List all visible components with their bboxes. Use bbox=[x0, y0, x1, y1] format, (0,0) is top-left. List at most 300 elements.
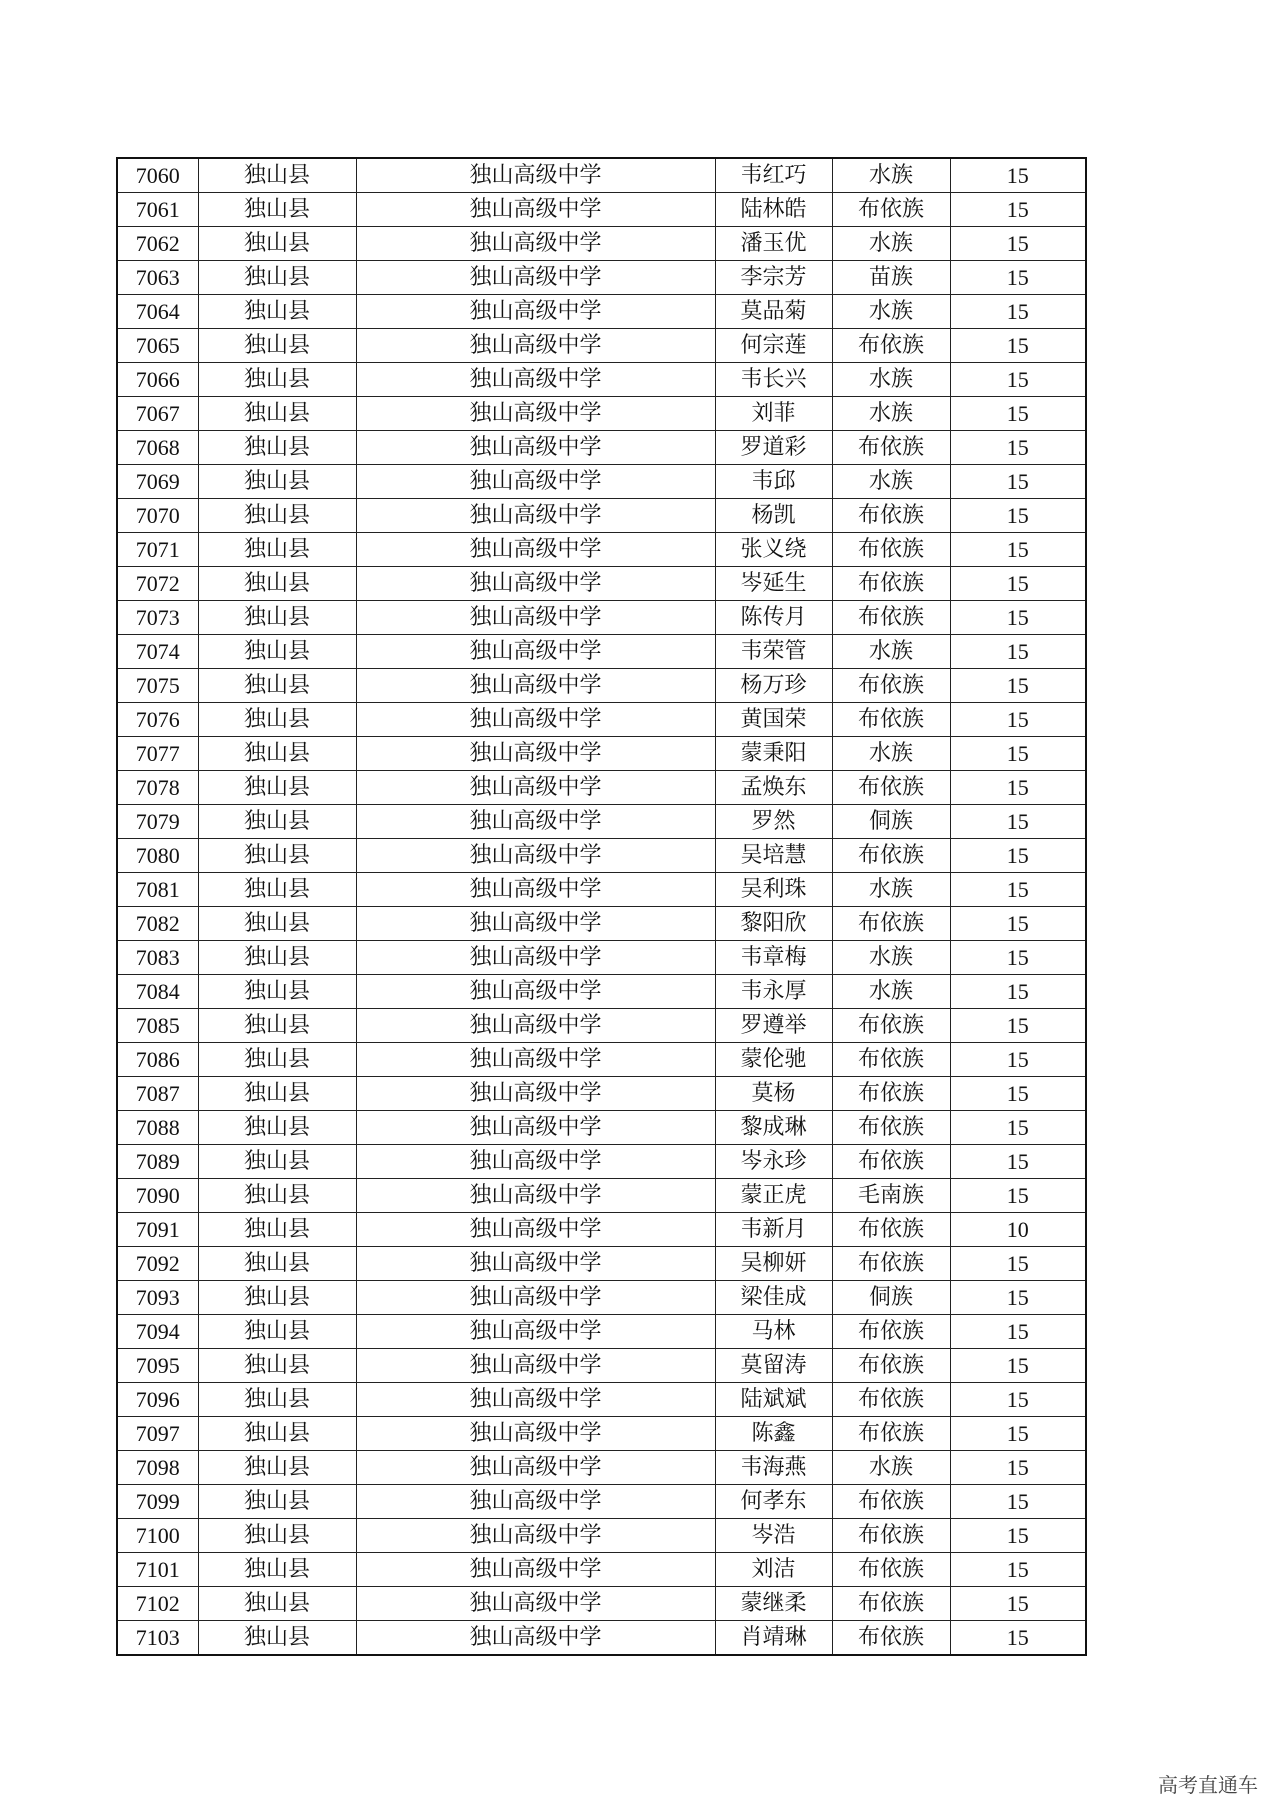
county-cell: 独山县 bbox=[198, 1009, 356, 1043]
school-cell: 独山高级中学 bbox=[356, 1587, 715, 1621]
name-cell: 罗然 bbox=[715, 805, 832, 839]
county-cell: 独山县 bbox=[198, 1179, 356, 1213]
county-cell: 独山县 bbox=[198, 533, 356, 567]
score-cell: 15 bbox=[950, 499, 1086, 533]
row-number-cell: 7073 bbox=[117, 601, 198, 635]
row-number-cell: 7077 bbox=[117, 737, 198, 771]
row-number-cell: 7094 bbox=[117, 1315, 198, 1349]
county-cell: 独山县 bbox=[198, 227, 356, 261]
ethnicity-cell: 水族 bbox=[832, 397, 950, 431]
score-cell: 15 bbox=[950, 1349, 1086, 1383]
ethnicity-cell: 布依族 bbox=[832, 1213, 950, 1247]
name-cell: 韦章梅 bbox=[715, 941, 832, 975]
name-cell: 岑延生 bbox=[715, 567, 832, 601]
school-cell: 独山高级中学 bbox=[356, 363, 715, 397]
row-number-cell: 7081 bbox=[117, 873, 198, 907]
name-cell: 陆斌斌 bbox=[715, 1383, 832, 1417]
table-row bbox=[117, 1247, 1086, 1281]
name-cell: 韦荣管 bbox=[715, 635, 832, 669]
ethnicity-cell: 水族 bbox=[832, 363, 950, 397]
ethnicity-cell: 水族 bbox=[832, 941, 950, 975]
ethnicity-cell: 水族 bbox=[832, 227, 950, 261]
table-row bbox=[117, 431, 1086, 465]
name-cell: 韦邱 bbox=[715, 465, 832, 499]
table-row bbox=[117, 737, 1086, 771]
row-number-cell: 7082 bbox=[117, 907, 198, 941]
row-number-cell: 7085 bbox=[117, 1009, 198, 1043]
row-number-cell: 7079 bbox=[117, 805, 198, 839]
name-cell: 罗道彩 bbox=[715, 431, 832, 465]
table-row bbox=[117, 975, 1086, 1009]
table-row bbox=[117, 1281, 1086, 1315]
row-number-cell: 7091 bbox=[117, 1213, 198, 1247]
row-number-cell: 7078 bbox=[117, 771, 198, 805]
ethnicity-cell: 布依族 bbox=[832, 1349, 950, 1383]
table-row bbox=[117, 1621, 1086, 1656]
score-cell: 15 bbox=[950, 873, 1086, 907]
ethnicity-cell: 布依族 bbox=[832, 1145, 950, 1179]
school-cell: 独山高级中学 bbox=[356, 1519, 715, 1553]
table-row bbox=[117, 1485, 1086, 1519]
score-cell: 15 bbox=[950, 193, 1086, 227]
table-row bbox=[117, 1043, 1086, 1077]
table-row bbox=[117, 227, 1086, 261]
table-row bbox=[117, 1179, 1086, 1213]
score-cell: 15 bbox=[950, 1281, 1086, 1315]
score-cell: 15 bbox=[950, 703, 1086, 737]
score-cell: 15 bbox=[950, 1315, 1086, 1349]
name-cell: 黄国荣 bbox=[715, 703, 832, 737]
ethnicity-cell: 苗族 bbox=[832, 261, 950, 295]
row-number-cell: 7066 bbox=[117, 363, 198, 397]
ethnicity-cell: 布依族 bbox=[832, 1417, 950, 1451]
county-cell: 独山县 bbox=[198, 1451, 356, 1485]
school-cell: 独山高级中学 bbox=[356, 771, 715, 805]
county-cell: 独山县 bbox=[198, 1417, 356, 1451]
school-cell: 独山高级中学 bbox=[356, 295, 715, 329]
table-row bbox=[117, 295, 1086, 329]
score-cell: 15 bbox=[950, 805, 1086, 839]
row-number-cell: 7102 bbox=[117, 1587, 198, 1621]
row-number-cell: 7093 bbox=[117, 1281, 198, 1315]
school-cell: 独山高级中学 bbox=[356, 1145, 715, 1179]
table-row bbox=[117, 329, 1086, 363]
row-number-cell: 7098 bbox=[117, 1451, 198, 1485]
name-cell: 蒙秉阳 bbox=[715, 737, 832, 771]
ethnicity-cell: 水族 bbox=[832, 635, 950, 669]
ethnicity-cell: 布依族 bbox=[832, 601, 950, 635]
row-number-cell: 7099 bbox=[117, 1485, 198, 1519]
name-cell: 张义绕 bbox=[715, 533, 832, 567]
table-row bbox=[117, 1349, 1086, 1383]
ethnicity-cell: 布依族 bbox=[832, 1553, 950, 1587]
table-row bbox=[117, 158, 1086, 193]
ethnicity-cell: 侗族 bbox=[832, 805, 950, 839]
name-cell: 陈鑫 bbox=[715, 1417, 832, 1451]
score-cell: 15 bbox=[950, 839, 1086, 873]
table-row bbox=[117, 1451, 1086, 1485]
county-cell: 独山县 bbox=[198, 1111, 356, 1145]
score-cell: 15 bbox=[950, 771, 1086, 805]
score-cell: 15 bbox=[950, 363, 1086, 397]
school-cell: 独山高级中学 bbox=[356, 1111, 715, 1145]
school-cell: 独山高级中学 bbox=[356, 1417, 715, 1451]
ethnicity-cell: 水族 bbox=[832, 1451, 950, 1485]
table-body bbox=[117, 158, 1086, 1655]
county-cell: 独山县 bbox=[198, 703, 356, 737]
row-number-cell: 7080 bbox=[117, 839, 198, 873]
name-cell: 韦海燕 bbox=[715, 1451, 832, 1485]
table-row bbox=[117, 1315, 1086, 1349]
score-cell: 15 bbox=[950, 1417, 1086, 1451]
table-row bbox=[117, 1145, 1086, 1179]
row-number-cell: 7095 bbox=[117, 1349, 198, 1383]
table-row bbox=[117, 805, 1086, 839]
county-cell: 独山县 bbox=[198, 1077, 356, 1111]
ethnicity-cell: 布依族 bbox=[832, 431, 950, 465]
school-cell: 独山高级中学 bbox=[356, 1383, 715, 1417]
county-cell: 独山县 bbox=[198, 1587, 356, 1621]
score-cell: 15 bbox=[950, 329, 1086, 363]
table-row bbox=[117, 261, 1086, 295]
data-table bbox=[116, 157, 1087, 1656]
score-cell: 15 bbox=[950, 1519, 1086, 1553]
county-cell: 独山县 bbox=[198, 805, 356, 839]
school-cell: 独山高级中学 bbox=[356, 1247, 715, 1281]
score-cell: 15 bbox=[950, 465, 1086, 499]
row-number-cell: 7086 bbox=[117, 1043, 198, 1077]
school-cell: 独山高级中学 bbox=[356, 941, 715, 975]
ethnicity-cell: 布依族 bbox=[832, 771, 950, 805]
school-cell: 独山高级中学 bbox=[356, 1179, 715, 1213]
table-row bbox=[117, 465, 1086, 499]
table-row bbox=[117, 1417, 1086, 1451]
ethnicity-cell: 布依族 bbox=[832, 329, 950, 363]
ethnicity-cell: 布依族 bbox=[832, 1009, 950, 1043]
county-cell: 独山县 bbox=[198, 1213, 356, 1247]
name-cell: 杨万珍 bbox=[715, 669, 832, 703]
county-cell: 独山县 bbox=[198, 1315, 356, 1349]
school-cell: 独山高级中学 bbox=[356, 465, 715, 499]
table-row bbox=[117, 873, 1086, 907]
row-number-cell: 7087 bbox=[117, 1077, 198, 1111]
ethnicity-cell: 水族 bbox=[832, 873, 950, 907]
score-cell: 15 bbox=[950, 567, 1086, 601]
score-cell: 15 bbox=[950, 941, 1086, 975]
county-cell: 独山县 bbox=[198, 158, 356, 193]
name-cell: 何宗莲 bbox=[715, 329, 832, 363]
score-cell: 15 bbox=[950, 1111, 1086, 1145]
county-cell: 独山县 bbox=[198, 1485, 356, 1519]
name-cell: 黎成琳 bbox=[715, 1111, 832, 1145]
county-cell: 独山县 bbox=[198, 771, 356, 805]
row-number-cell: 7100 bbox=[117, 1519, 198, 1553]
row-number-cell: 7074 bbox=[117, 635, 198, 669]
table-row bbox=[117, 1111, 1086, 1145]
row-number-cell: 7084 bbox=[117, 975, 198, 1009]
ethnicity-cell: 水族 bbox=[832, 737, 950, 771]
score-cell: 15 bbox=[950, 601, 1086, 635]
score-cell: 15 bbox=[950, 261, 1086, 295]
table-row bbox=[117, 703, 1086, 737]
county-cell: 独山县 bbox=[198, 1145, 356, 1179]
school-cell: 独山高级中学 bbox=[356, 1349, 715, 1383]
name-cell: 韦永厚 bbox=[715, 975, 832, 1009]
name-cell: 岑永珍 bbox=[715, 1145, 832, 1179]
row-number-cell: 7072 bbox=[117, 567, 198, 601]
school-cell: 独山高级中学 bbox=[356, 329, 715, 363]
school-cell: 独山高级中学 bbox=[356, 1009, 715, 1043]
school-cell: 独山高级中学 bbox=[356, 1485, 715, 1519]
score-cell: 15 bbox=[950, 737, 1086, 771]
row-number-cell: 7068 bbox=[117, 431, 198, 465]
row-number-cell: 7069 bbox=[117, 465, 198, 499]
name-cell: 莫杨 bbox=[715, 1077, 832, 1111]
school-cell: 独山高级中学 bbox=[356, 703, 715, 737]
ethnicity-cell: 布依族 bbox=[832, 193, 950, 227]
score-cell: 15 bbox=[950, 295, 1086, 329]
county-cell: 独山县 bbox=[198, 873, 356, 907]
county-cell: 独山县 bbox=[198, 499, 356, 533]
row-number-cell: 7061 bbox=[117, 193, 198, 227]
school-cell: 独山高级中学 bbox=[356, 1077, 715, 1111]
name-cell: 莫品菊 bbox=[715, 295, 832, 329]
county-cell: 独山县 bbox=[198, 601, 356, 635]
ethnicity-cell: 水族 bbox=[832, 158, 950, 193]
school-cell: 独山高级中学 bbox=[356, 533, 715, 567]
county-cell: 独山县 bbox=[198, 941, 356, 975]
score-cell: 15 bbox=[950, 669, 1086, 703]
ethnicity-cell: 布依族 bbox=[832, 567, 950, 601]
name-cell: 岑浩 bbox=[715, 1519, 832, 1553]
ethnicity-cell: 毛南族 bbox=[832, 1179, 950, 1213]
county-cell: 独山县 bbox=[198, 363, 356, 397]
school-cell: 独山高级中学 bbox=[356, 499, 715, 533]
table-row bbox=[117, 533, 1086, 567]
name-cell: 韦红巧 bbox=[715, 158, 832, 193]
row-number-cell: 7067 bbox=[117, 397, 198, 431]
name-cell: 吴柳妍 bbox=[715, 1247, 832, 1281]
county-cell: 独山县 bbox=[198, 431, 356, 465]
ethnicity-cell: 布依族 bbox=[832, 1519, 950, 1553]
ethnicity-cell: 布依族 bbox=[832, 1383, 950, 1417]
school-cell: 独山高级中学 bbox=[356, 737, 715, 771]
county-cell: 独山县 bbox=[198, 295, 356, 329]
table-row bbox=[117, 1213, 1086, 1247]
name-cell: 马林 bbox=[715, 1315, 832, 1349]
county-cell: 独山县 bbox=[198, 907, 356, 941]
ethnicity-cell: 布依族 bbox=[832, 1111, 950, 1145]
county-cell: 独山县 bbox=[198, 397, 356, 431]
score-cell: 15 bbox=[950, 158, 1086, 193]
county-cell: 独山县 bbox=[198, 1247, 356, 1281]
name-cell: 杨凯 bbox=[715, 499, 832, 533]
row-number-cell: 7060 bbox=[117, 158, 198, 193]
school-cell: 独山高级中学 bbox=[356, 227, 715, 261]
score-cell: 15 bbox=[950, 227, 1086, 261]
table-row bbox=[117, 669, 1086, 703]
ethnicity-cell: 布依族 bbox=[832, 1621, 950, 1656]
score-cell: 10 bbox=[950, 1213, 1086, 1247]
table-row bbox=[117, 635, 1086, 669]
name-cell: 潘玉优 bbox=[715, 227, 832, 261]
school-cell: 独山高级中学 bbox=[356, 839, 715, 873]
ethnicity-cell: 侗族 bbox=[832, 1281, 950, 1315]
county-cell: 独山县 bbox=[198, 329, 356, 363]
school-cell: 独山高级中学 bbox=[356, 805, 715, 839]
score-cell: 15 bbox=[950, 907, 1086, 941]
score-cell: 15 bbox=[950, 1179, 1086, 1213]
name-cell: 韦长兴 bbox=[715, 363, 832, 397]
ethnicity-cell: 布依族 bbox=[832, 839, 950, 873]
ethnicity-cell: 布依族 bbox=[832, 1077, 950, 1111]
row-number-cell: 7064 bbox=[117, 295, 198, 329]
score-cell: 15 bbox=[950, 975, 1086, 1009]
name-cell: 吴培慧 bbox=[715, 839, 832, 873]
table-row bbox=[117, 601, 1086, 635]
score-cell: 15 bbox=[950, 1621, 1086, 1656]
county-cell: 独山县 bbox=[198, 1621, 356, 1656]
row-number-cell: 7063 bbox=[117, 261, 198, 295]
score-cell: 15 bbox=[950, 1553, 1086, 1587]
school-cell: 独山高级中学 bbox=[356, 1451, 715, 1485]
table-row bbox=[117, 839, 1086, 873]
name-cell: 刘洁 bbox=[715, 1553, 832, 1587]
school-cell: 独山高级中学 bbox=[356, 567, 715, 601]
ethnicity-cell: 布依族 bbox=[832, 1315, 950, 1349]
name-cell: 陆林皓 bbox=[715, 193, 832, 227]
table-row bbox=[117, 1383, 1086, 1417]
school-cell: 独山高级中学 bbox=[356, 431, 715, 465]
name-cell: 刘菲 bbox=[715, 397, 832, 431]
ethnicity-cell: 布依族 bbox=[832, 1247, 950, 1281]
school-cell: 独山高级中学 bbox=[356, 1043, 715, 1077]
row-number-cell: 7065 bbox=[117, 329, 198, 363]
row-number-cell: 7101 bbox=[117, 1553, 198, 1587]
school-cell: 独山高级中学 bbox=[356, 669, 715, 703]
county-cell: 独山县 bbox=[198, 737, 356, 771]
county-cell: 独山县 bbox=[198, 465, 356, 499]
county-cell: 独山县 bbox=[198, 839, 356, 873]
county-cell: 独山县 bbox=[198, 975, 356, 1009]
name-cell: 莫留涛 bbox=[715, 1349, 832, 1383]
score-cell: 15 bbox=[950, 635, 1086, 669]
row-number-cell: 7070 bbox=[117, 499, 198, 533]
score-cell: 15 bbox=[950, 1383, 1086, 1417]
table-row bbox=[117, 193, 1086, 227]
county-cell: 独山县 bbox=[198, 1519, 356, 1553]
table-row bbox=[117, 1553, 1086, 1587]
school-cell: 独山高级中学 bbox=[356, 193, 715, 227]
county-cell: 独山县 bbox=[198, 567, 356, 601]
table-row bbox=[117, 771, 1086, 805]
name-cell: 黎阳欣 bbox=[715, 907, 832, 941]
name-cell: 蒙伦驰 bbox=[715, 1043, 832, 1077]
table-row bbox=[117, 1077, 1086, 1111]
name-cell: 吴利珠 bbox=[715, 873, 832, 907]
score-cell: 15 bbox=[950, 1485, 1086, 1519]
ethnicity-cell: 布依族 bbox=[832, 703, 950, 737]
name-cell: 韦新月 bbox=[715, 1213, 832, 1247]
table-row bbox=[117, 907, 1086, 941]
county-cell: 独山县 bbox=[198, 1281, 356, 1315]
row-number-cell: 7090 bbox=[117, 1179, 198, 1213]
name-cell: 孟焕东 bbox=[715, 771, 832, 805]
row-number-cell: 7088 bbox=[117, 1111, 198, 1145]
name-cell: 肖靖琳 bbox=[715, 1621, 832, 1656]
row-number-cell: 7096 bbox=[117, 1383, 198, 1417]
county-cell: 独山县 bbox=[198, 669, 356, 703]
row-number-cell: 7083 bbox=[117, 941, 198, 975]
ethnicity-cell: 布依族 bbox=[832, 1587, 950, 1621]
score-cell: 15 bbox=[950, 1043, 1086, 1077]
school-cell: 独山高级中学 bbox=[356, 975, 715, 1009]
score-cell: 15 bbox=[950, 1145, 1086, 1179]
table-row bbox=[117, 567, 1086, 601]
score-cell: 15 bbox=[950, 1587, 1086, 1621]
table-row bbox=[117, 1519, 1086, 1553]
row-number-cell: 7062 bbox=[117, 227, 198, 261]
table-row bbox=[117, 397, 1086, 431]
table-row bbox=[117, 499, 1086, 533]
school-cell: 独山高级中学 bbox=[356, 158, 715, 193]
row-number-cell: 7092 bbox=[117, 1247, 198, 1281]
ethnicity-cell: 布依族 bbox=[832, 533, 950, 567]
county-cell: 独山县 bbox=[198, 635, 356, 669]
name-cell: 罗遵举 bbox=[715, 1009, 832, 1043]
name-cell: 李宗芳 bbox=[715, 261, 832, 295]
school-cell: 独山高级中学 bbox=[356, 601, 715, 635]
name-cell: 陈传月 bbox=[715, 601, 832, 635]
county-cell: 独山县 bbox=[198, 1383, 356, 1417]
score-cell: 15 bbox=[950, 1009, 1086, 1043]
ethnicity-cell: 布依族 bbox=[832, 1485, 950, 1519]
ethnicity-cell: 布依族 bbox=[832, 499, 950, 533]
table-row bbox=[117, 1009, 1086, 1043]
county-cell: 独山县 bbox=[198, 261, 356, 295]
school-cell: 独山高级中学 bbox=[356, 397, 715, 431]
ethnicity-cell: 布依族 bbox=[832, 907, 950, 941]
table-row bbox=[117, 941, 1086, 975]
name-cell: 梁佳成 bbox=[715, 1281, 832, 1315]
name-cell: 何孝东 bbox=[715, 1485, 832, 1519]
school-cell: 独山高级中学 bbox=[356, 1315, 715, 1349]
school-cell: 独山高级中学 bbox=[356, 261, 715, 295]
score-cell: 15 bbox=[950, 1451, 1086, 1485]
score-cell: 15 bbox=[950, 1077, 1086, 1111]
county-cell: 独山县 bbox=[198, 1043, 356, 1077]
school-cell: 独山高级中学 bbox=[356, 1213, 715, 1247]
table-row bbox=[117, 1587, 1086, 1621]
score-cell: 15 bbox=[950, 533, 1086, 567]
county-cell: 独山县 bbox=[198, 1349, 356, 1383]
ethnicity-cell: 布依族 bbox=[832, 1043, 950, 1077]
county-cell: 独山县 bbox=[198, 1553, 356, 1587]
row-number-cell: 7071 bbox=[117, 533, 198, 567]
row-number-cell: 7103 bbox=[117, 1621, 198, 1656]
table-row bbox=[117, 363, 1086, 397]
row-number-cell: 7097 bbox=[117, 1417, 198, 1451]
ethnicity-cell: 水族 bbox=[832, 295, 950, 329]
school-cell: 独山高级中学 bbox=[356, 1281, 715, 1315]
row-number-cell: 7089 bbox=[117, 1145, 198, 1179]
score-cell: 15 bbox=[950, 397, 1086, 431]
ethnicity-cell: 水族 bbox=[832, 975, 950, 1009]
row-number-cell: 7075 bbox=[117, 669, 198, 703]
school-cell: 独山高级中学 bbox=[356, 1621, 715, 1656]
row-number-cell: 7076 bbox=[117, 703, 198, 737]
score-cell: 15 bbox=[950, 1247, 1086, 1281]
